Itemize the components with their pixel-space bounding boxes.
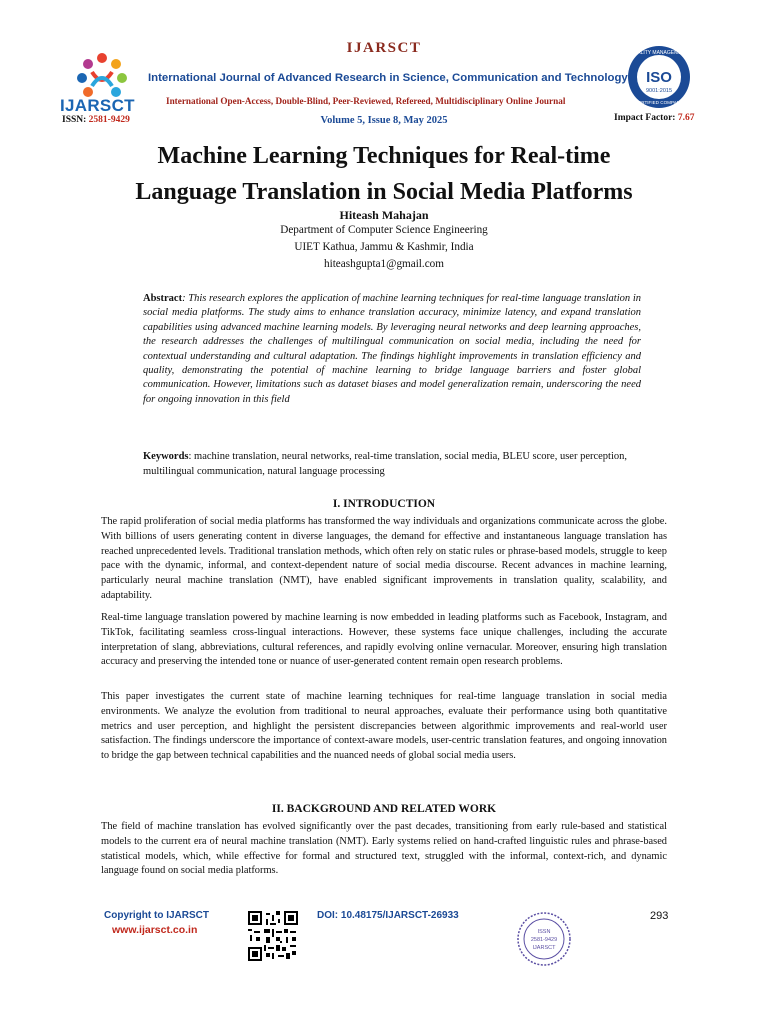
section-heading-background: II. BACKGROUND AND RELATED WORK [271,803,497,815]
impact-label: Impact Factor: [614,113,676,123]
logo-text: IJARSCT [60,96,135,115]
intro-paragraph-3: This paper investigates the current state of machine learning techniques for real-time language translation in social media environments. We analyze the evolution from traditional to neural approaches, evaluate their performance using both quantitative metrics and user perception, and highlight the persistent discrepancies between algorithmic improvements and real-world user satisfaction. The findings underscore the importance of context-aware models, user-centric translation features, and ongoing innovation to bridge the gap between technical capabilities and the nuanced needs of global social media users. [101,691,667,762]
footer-doi: DOI: 10.48175/IJARSCT-26933 [317,910,459,921]
impact-factor [614,113,694,123]
footer-copyright: Copyright to IJARSCT [104,910,209,921]
svg-text:2581-9429: 2581-9429 [530,937,558,943]
intro-paragraph-1: The rapid proliferation of social media platforms has transformed the way individuals and organizations communicate across the globe. With billions of users generating content in diverse languages, the demand for effective and instantaneous language translation has reached unprecedented levels. Traditional translation methods, which often rely on static rules or phrase-based models, struggle to keep pace with the dynamic, informal, and context-dependent nature of social media discourse. Recent advances in machine learning, particularly neural machine translation (NMT), have enabled significant improvements in translation quality, scalability, and adaptability. [101,516,667,601]
volume-issue: Volume 5, Issue 8, May 2025 [320,115,448,126]
affiliation-department: Department of Computer Science Engineering [280,224,488,236]
journal-seal-icon [516,911,572,967]
journal-short-name: IJARSCT [346,40,422,56]
svg-text:QUALITY MANAGEMENT: QUALITY MANAGEMENT [629,50,689,56]
title-line-2: Language Translation in Social Media Platforms [135,179,633,205]
author-name: Hiteash Mahajan [339,208,429,222]
intro-paragraph-2: Real-time language translation powered by machine learning is now embedded in leading platforms such as Facebook, Instagram, and TikTok, facilitating seamless cross-lingual interactions. However, these systems face unique challenges, including the accurate interpretation of slang, abbreviations, cultural references, and rapidly evolving online vernacular. Moreover, ensuring high translation accuracy and preserving the intended tone or nuance of user-generated content remain open research problems. [101,612,667,668]
impact-value: 7.67 [677,113,695,123]
paper-title [0,138,768,210]
page-number: 293 [650,910,669,922]
abstract-text: : This research explores the application of machine learning techniques for real-time language translation in social media platforms. The study aims to enhance translation accuracy, minimize latency, and expand translation capabilities using advanced machine learning models. By leveraging neural networks and deep learning approaches, the research addresses the challenges of multilingual communication on social media, including the need for contextual understanding and cultural adaptation. The findings highlight improvements in translation efficiency and quality, demonstrating the potential of machine learning to bridge language barriers and foster global communication. However, limitations such as dataset biases and model generalization remain, underscoring the need for ongoing innovation in this field [143,293,641,405]
background-paragraph-1: The field of machine translation has evolved significantly over the past decades, transitioning from early rule-based and statistical models to the current era of neural machine translation (NMT). Early systems relied on hand-crafted linguistic rules and phrase-based statistical models, which, while effective for formal and structured text, struggled with the informal, context-rich, and dynamic language found on social media platforms. [101,821,667,877]
svg-text:9001:2015: 9001:2015 [646,88,672,94]
keywords [143,449,641,479]
svg-text:CERTIFIED COMPANY: CERTIFIED COMPANY [634,100,684,105]
section-heading-introduction: I. INTRODUCTION [332,498,436,510]
journal-full-name: International Journal of Advanced Research in Science, Communication and Technology [148,72,628,84]
abstract [143,292,641,407]
abstract-label: Abstract [143,293,183,304]
journal-subtitle: International Open-Access, Double-Blind, Peer-Reviewed, Refereed, Multidisciplinary Online Journal [166,96,566,106]
svg-text:IJARSCT: IJARSCT [532,945,556,951]
svg-text:ISO: ISO [646,69,672,86]
keywords-label: Keywords [143,451,189,462]
issn-value: 2581-9429 [88,115,130,125]
keywords-text: : machine translation, neural networks, real-time translation, social media, BLEU score, user perception, multilingual communication, natural language processing [143,451,628,477]
affiliation-institute: UIET Kathua, Jammu & Kashmir, India [294,241,474,253]
iso-certification-icon [626,44,692,110]
title-line-1: Machine Learning Techniques for Real-time [157,143,611,169]
svg-text:ISSN: ISSN [537,929,551,935]
issn-label: ISSN: [62,115,87,125]
author-email: hiteashgupta1@gmail.com [324,258,444,270]
footer-website-link[interactable]: www.ijarsct.co.in [112,924,198,936]
qr-code-icon [248,911,298,961]
